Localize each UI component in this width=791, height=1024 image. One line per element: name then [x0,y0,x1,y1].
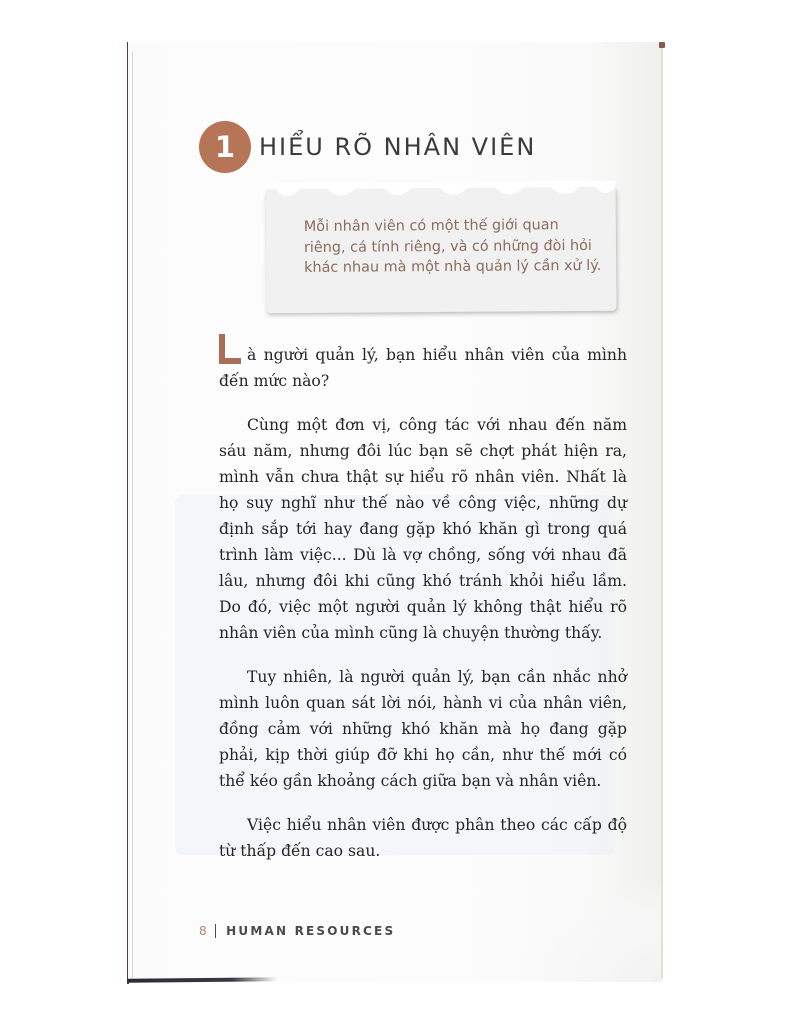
paragraph: Tuy nhiên, là người quản lý, bạn cần nhắc nhở mình luôn quan sát lời nói, hành vi của nhân viên, đồng cảm với những khó khăn mà họ đang gặp phải, kịp thời giúp đỡ khi họ cần, như thế mới có thể kéo gần khoảng cách giữa bạn và nhân viên. [219,668,627,790]
drop-cap-stroke [219,358,241,364]
page-corner-mark [659,42,665,48]
drop-cap [219,334,243,364]
running-title: HUMAN RESOURCES [226,924,396,938]
callout-line: riêng, cá tính riêng, và có những đòi hỏi [303,237,592,256]
footer-divider [215,924,217,938]
page-number: 8 [199,924,207,938]
callout-card [266,187,617,313]
paragraph: Cùng một đơn vị, công tác với nhau đến năm sáu năm, nhưng đôi lúc bạn sẽ chợt phát hiện ra, mình vẫn chưa thật sự hiểu rõ nhân viên. Nhất là họ suy nghĩ như thế nào về công việc, những dự định sắp tới hay đang gặp khó khăn gì trong quá trình làm việc... Dù là vợ chồng, sống với nhau đã lâu, nhưng đôi khi cũng khó tránh khỏi hiểu lầm. Do đó, việc một người quản lý không thật hiểu rõ nhân viên của mình cũng là chuyện thường thấy. [219,416,627,642]
callout-line: khác nhau mà một nhà quản lý cần xử lý. [304,257,602,276]
paragraph: Việc hiểu nhân viên được phân theo các cấp độ từ thấp đến cao sau. [219,816,627,860]
callout-line: Mỗi nhân viên có một thế giới quan [303,217,559,235]
paragraph-intro [219,342,627,394]
page-footer [199,924,395,938]
scalloped-edge-icon [266,181,616,199]
chapter-heading [199,121,536,173]
paragraph-text: à người quản lý, bạn hiểu nhân viên của mình đến mức nào? [219,346,627,390]
page-gutter-line [132,52,133,977]
callout-text [304,215,604,279]
chapter-title: HIỂU RÕ NHÂN VIÊN [259,133,537,161]
drop-cap-letter [219,334,220,335]
chapter-number-badge: 1 [199,121,251,173]
body-text [219,342,627,882]
page-curl-shadow [520,880,662,982]
page-right-edge [661,44,663,979]
